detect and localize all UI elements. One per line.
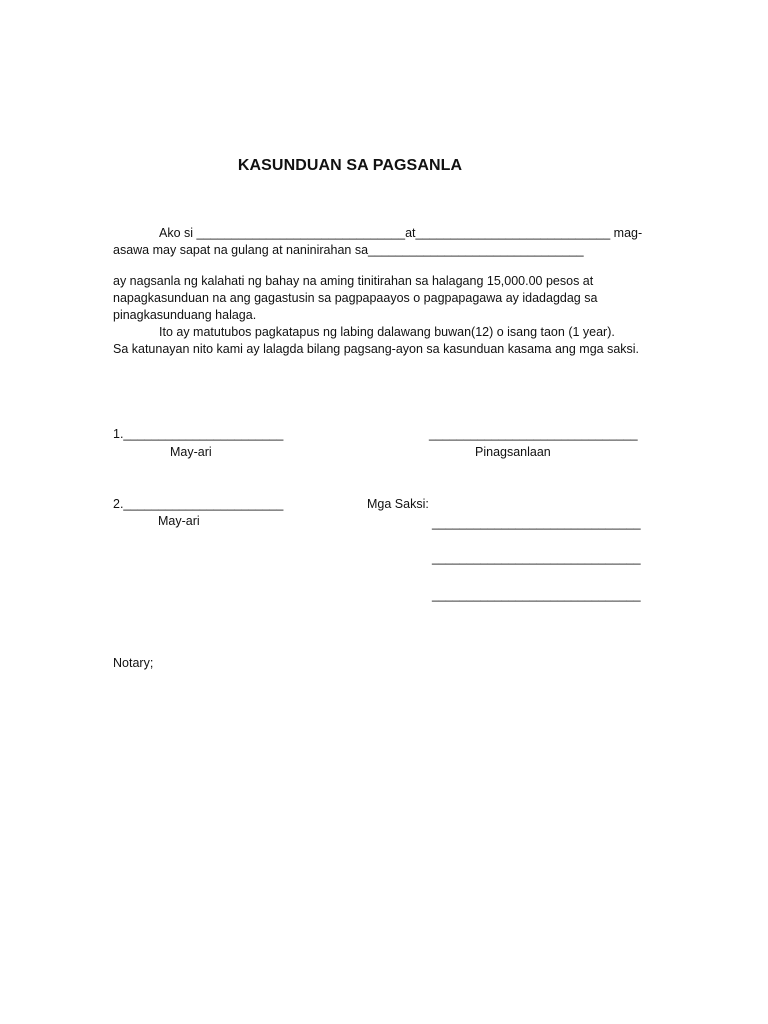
paragraph2-line1: ay nagsanla ng kalahati ng bahay na aming tinitirahan sa halagang 15,000.00 pesos at bbox=[113, 274, 594, 288]
paragraph2 bbox=[113, 273, 643, 358]
witnesses-label: Mga Saksi: bbox=[367, 497, 429, 511]
paragraph2-line5: Sa katunayan nito kami ay lalagda bilang pagsang-ayon sa kasunduan kasama ang mga saksi. bbox=[113, 342, 640, 356]
paragraph2-line2: napagkasunduan na ang gagastusin sa pagpapaayos o pagpapagawa ay idadagdag sa bbox=[113, 291, 598, 305]
paragraph1-end-text: mag- bbox=[613, 226, 643, 240]
witness2-signature-line: ______________________________ bbox=[432, 551, 641, 565]
owner1-label: May-ari bbox=[170, 445, 212, 459]
name-blank-1: ______________________________ bbox=[196, 226, 406, 240]
owner2-label: May-ari bbox=[158, 514, 200, 528]
paragraph1-start-text: Ako si bbox=[159, 226, 194, 240]
paragraph1-line2 bbox=[113, 242, 584, 259]
redemption-text: Ito ay matutubos pagkatapus ng labing dalawang buwan(12) o isang taon (1 year). bbox=[159, 325, 615, 339]
paragraph2-line4 bbox=[113, 324, 643, 341]
document-title: KASUNDUAN SA PAGSANLA bbox=[237, 157, 463, 174]
paragraph1-line1 bbox=[113, 225, 643, 242]
owner2-signature-line: 2._______________________ bbox=[113, 497, 284, 511]
paragraph1-line2-text: asawa may sapat na gulang at naninirahan sa bbox=[113, 243, 369, 257]
mortgagee-label: Pinagsanlaan bbox=[475, 445, 551, 459]
name-blank-2: ____________________________ bbox=[415, 226, 611, 240]
paragraph1-at-text: at bbox=[405, 226, 416, 240]
witness3-signature-line: ______________________________ bbox=[432, 588, 641, 602]
witness1-signature-line: ______________________________ bbox=[432, 516, 641, 530]
notary-label: Notary; bbox=[113, 656, 154, 670]
paragraph2-line3: pinagkasunduang halaga. bbox=[113, 308, 257, 322]
owner1-signature-line: 1._______________________ bbox=[113, 427, 284, 441]
mortgagee-signature-line: ______________________________ bbox=[429, 427, 638, 441]
address-blank: _______________________________ bbox=[368, 243, 584, 257]
